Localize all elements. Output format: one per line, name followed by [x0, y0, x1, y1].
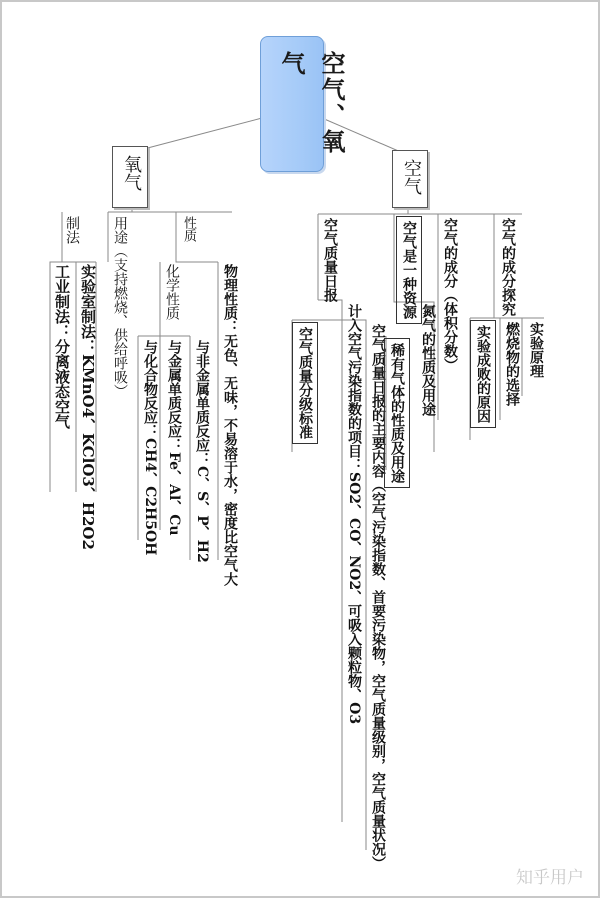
oxygen-lab-method: 实验室制法：KMnO4、KClO3、H2O2: [79, 264, 97, 550]
air-quality-report-label: 空气质量日报: [322, 218, 338, 302]
air-rare-gas: 稀有气体的性质及用途: [384, 338, 410, 488]
air-quality-grading: 空气质量分级标准: [292, 322, 318, 444]
oxygen-node: [112, 146, 148, 208]
air-resource-label: 空气是一种资源: [396, 216, 422, 324]
air-nitrogen: 氮气的性质及用途: [420, 304, 436, 416]
air-pollutant-items: 计入空气污染指数的项目：SO2、CO、NO2、可吸入颗粒物、O3: [346, 304, 362, 725]
oxygen-metal-reaction: 与金属单质反应：Fe、Al、Cu: [166, 340, 182, 536]
air-experiment-principle: 实验原理: [528, 322, 544, 378]
air-quality-report-content: 空气质量日报的主要内容（空气污染指数、首要污染物，空气质量级别，空气质量状况）: [370, 324, 386, 870]
root-label: 空气、氧气: [277, 51, 346, 155]
oxygen-industrial-method: 工业制法：分离液态空气: [53, 264, 71, 429]
oxygen-xingzhi-label: 性质: [181, 216, 196, 242]
oxygen-zhifa-label: 制法: [64, 216, 80, 244]
air-composition-label: 空气的成分（体积分数）: [442, 218, 458, 372]
oxygen-usage: 用途（支持燃烧、供给呼吸）: [112, 216, 128, 398]
oxygen-nonmetal-reaction: 与非金属单质反应：C、S、P、H2: [194, 340, 210, 563]
oxygen-compound-reaction: 与化合物反应：CH4、C2H5OH: [142, 340, 158, 556]
air-exploration-label: 空气的成分探究: [500, 218, 516, 316]
oxygen-physical-props: 物理性质：无色、无味，不易溶于水，密度比空气大: [222, 264, 238, 586]
oxygen-chem-props-label: 化学性质: [164, 264, 180, 320]
air-experiment-failure: 实验成败的原因: [470, 320, 496, 428]
root-node: [260, 36, 346, 172]
air-node: [392, 150, 428, 208]
air-label: 空气: [401, 159, 422, 195]
watermark: 知乎用户: [516, 868, 584, 888]
air-fuel-choice: 燃烧物的选择: [504, 322, 520, 406]
oxygen-label: 氧气: [121, 155, 142, 191]
